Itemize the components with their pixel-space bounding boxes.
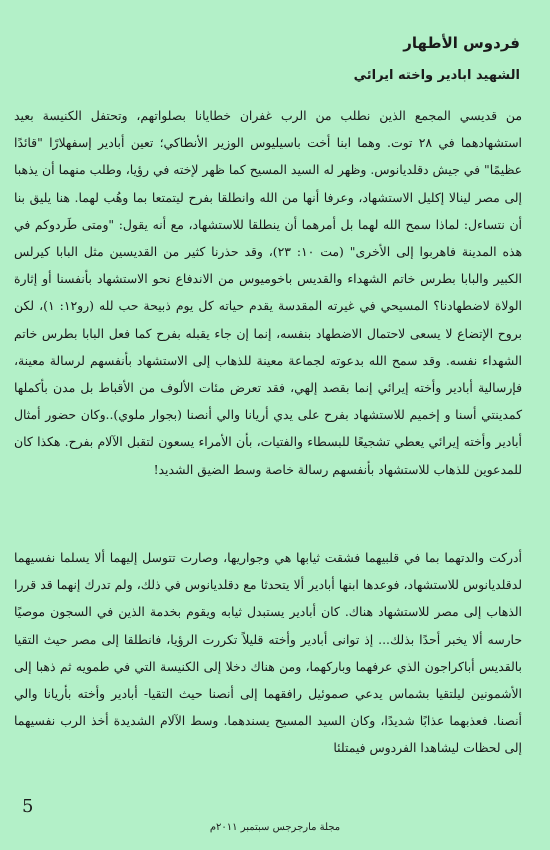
footer-publication: مجلة مارجرجس سبتمبر ٢٠١١م — [209, 822, 341, 833]
article-title: الشهيد ابادير واخته ايرائي — [353, 68, 520, 83]
section-title: فردوس الأطهار — [403, 34, 520, 52]
page-number: 5 — [22, 796, 34, 817]
paragraph-2: أدركت والدتهما بما في قلبيهما فشقت ثيابها هي وجواريها، وصارت تتوسل إليهما ألا يسلما نفسيهما لدقلديانوس للاستشهاد، فوعدها ابنها أبادير ألا يتحدثا مع دقلديانوس في ذلك، ولم تدرك إنهما قد قررا الذهاب إلى مصر للاستشهاد هناك. كان أبادير يستبدل ثيابه ويقوم بخدمة الذين في السجون موصيًا حارسه ألا يخبر أحدًا بذلك... إذ توانى أبادير وأخته قليلاً تكررت الرؤيا، فانطلقا إلى مصر حيث التقيا بالقديس أباكراجون الذي عرفهما وباركهما، ومن هناك دخلا إلى الكنيسة التي في طمويه ثم ذهبا إلى الأشمونين ليلتقيا بشماس يدعي صموئيل رافقهما إلى أنصنا حيث التقيا- أبادير وأخته بأريانا والي أنصنا. فعذبهما عذابًا شديدًا، وكان السيد المسيح يسندهما. وسط الآلام الشديدة أخذ الرب نفسيهما إلى لحظات ليشاهدا الفردوس فيمتلئا — [14, 550, 522, 756]
paragraph-1: من قديسي المجمع الذين نطلب من الرب غفران خطايانا بصلواتهم، وتحتفل الكنيسة بعيد استشهادهما في ٢٨ توت. وهما ابنا أخت باسيليوس الوزير الأنطاكي؛ تعين أبادير إسفهلارًا "قائدًا عظيمًا" في جيش دقلديانوس. وظهر له السيد المسيح كما ظهر لإخته في رؤيا، وطلب منهما أن يذهبا إلى مصر لينالا إكليل الاستشهاد، وعرفا أنها من الله وانطلقا بفرح ليتمتعا بما وهُب لهما. هنا يليق بنا أن نتساءل: لماذا سمح الله لهما بل أمرهما أن ينطلقا للاستشهاد، مع أنه يقول: "ومتى طَردوكم في هذه المدينة فاهربوا إلى الأخرى" (مت ١٠: ٢٣)، وقد حذرنا كثير من القديسين مثل البابا كيرلس الكبير والبابا بطرس خاتم الشهداء والقديس باخوميوس من الاندفاع نحو الاستشهاد بأنفسنا أو إثارة الولاة لاضطهادنا؟ المسيحي في غيرته المقدسة يقدم حياته كل يوم ذبيحة حب لله (رو١٢: ١)، لكن بروح الإتضاع لا يسعى لاحتمال الاضطهاد بنفسه، إنما إن جاء يقبله بفرح كما فعل البابا بطرس خاتم الشهداء نفسه. وقد سمح الله بدعوته لجماعة معينة للذهاب إلى الاستشهاد بأنفسهم لرسالة معينة، فإرسالية أبادير وأخته إيرائي إنما بقصد إلهي، فقد تعرض مئات الألوف من الأقباط بل مدن بأكملها كمدينتي أسنا و إخميم للاستشهاد بفرح على يدي أريانا والي أنصنا (بجوار ملوي)..وكان حضور أمثال أبادير وأخته إيرائي يعطي تشجيعًا للبسطاء والفتيات، بأن الأمراء يسعون لتقبل الآلام بفرح. هكذا كان للمدعوين للذهاب للاستشهاد بأنفسهم رسالة خاصة وسط الضيق الشديد! — [14, 108, 523, 477]
